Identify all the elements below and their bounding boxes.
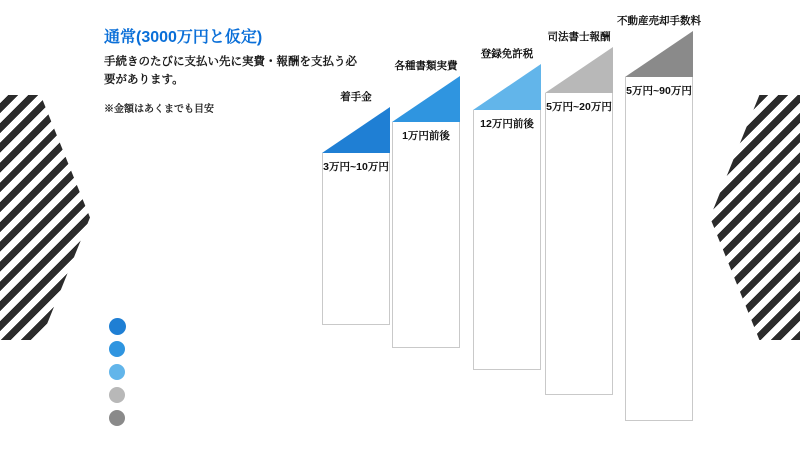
step-price-3: 12万円前後 (480, 118, 534, 130)
step-wedge-1 (322, 107, 390, 153)
step-column-2 (392, 60, 460, 348)
step-column-5 (617, 15, 701, 421)
page-title: 通常(3000万円と仮定) (104, 29, 263, 46)
step-body-1 (322, 153, 390, 325)
timeline-dot-3 (109, 364, 125, 380)
step-body-4 (545, 93, 613, 395)
step-price-2: 1万円前後 (402, 130, 450, 142)
step-label-3: 登録免許税 (480, 48, 534, 60)
step-price-4: 5万円~20万円 (546, 101, 612, 113)
step-label-4: 司法書士報酬 (547, 31, 611, 43)
step-column-1 (322, 91, 390, 325)
step-wedge-3 (473, 64, 541, 110)
step-wedge-2 (392, 76, 460, 122)
note-text: ※金額はあくまでも目安 (104, 103, 214, 115)
step-label-1: 着手金 (340, 91, 372, 103)
step-price-5: 5万円~90万円 (626, 85, 692, 97)
step-label-2: 各種書類実費 (394, 60, 458, 72)
step-column-4 (545, 31, 613, 395)
step-wedge-4 (545, 47, 613, 93)
timeline-dot-5 (109, 410, 125, 426)
step-price-1: 3万円~10万円 (323, 161, 389, 173)
step-wedge-5 (625, 31, 693, 77)
step-label-5: 不動産売却手数料 (617, 15, 701, 27)
title-block (104, 28, 364, 115)
step-column-3 (473, 48, 541, 370)
subtitle-text: 手続きのたびに支払い先に実費・報酬を支払う必要があります。 (104, 56, 357, 86)
timeline-dot-2 (109, 341, 125, 357)
step-body-3 (473, 110, 541, 370)
decorative-hatch-left (0, 95, 90, 340)
decorative-hatch-right (710, 95, 800, 340)
step-body-5 (625, 77, 693, 421)
timeline-dot-1 (109, 318, 126, 335)
timeline-dot-4 (109, 387, 125, 403)
step-body-2 (392, 122, 460, 348)
